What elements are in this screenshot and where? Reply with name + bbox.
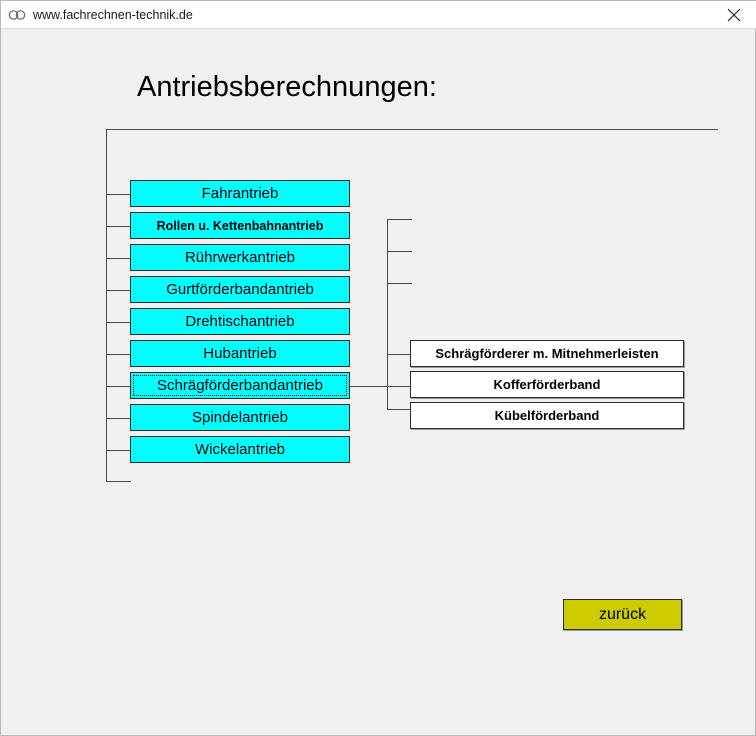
button-label: Hubantrieb [203,345,277,362]
close-icon[interactable] [711,1,756,28]
tree-stub [106,194,131,195]
button-label: Drehtischantrieb [185,313,295,330]
drive-button-gurtfoerderbandantrieb[interactable] [130,276,350,303]
button-label: Gurtförderbandantrieb [166,281,314,298]
page-content [1,29,755,735]
button-label: Fahrantrieb [201,185,279,202]
drive-button-ruehrwerkantrieb[interactable] [130,244,350,271]
drive-button-spindelantrieb[interactable] [130,404,350,431]
subtree-spine [387,219,388,409]
window-title: www.fachrechnen-technik.de [33,7,193,22]
button-label: Rollen u. Kettenbahnantrieb [156,218,324,233]
drive-button-schraegfoerderbandantrieb[interactable] [130,372,350,399]
button-label: Kofferförderband [493,377,601,392]
subtree-stub [387,409,412,410]
button-label: Spindelantrieb [192,409,288,426]
back-button[interactable] [563,599,682,630]
button-label: Schrägförderbandantrieb [157,377,323,394]
subtree-link [350,386,411,387]
subtree-stub [387,251,412,252]
suboption-button-kuebelfoerderband[interactable] [410,402,684,429]
button-label: Kübelförderband [494,408,600,423]
tree-stub [106,386,131,387]
button-label: zurück [598,605,647,623]
page-title: Antriebsberechnungen: [137,71,437,103]
tree-bottom-stub [106,481,131,482]
subtree-stub [387,354,412,355]
subtree-stub [387,283,412,284]
tree-stub [106,258,131,259]
tree-top-rule [106,129,718,130]
tree-stub [106,290,131,291]
title-bar [1,1,756,29]
drive-button-drehtischantrieb[interactable] [130,308,350,335]
drive-button-fahrantrieb[interactable] [130,180,350,207]
tree-stub [106,418,131,419]
drive-button-rollen-kettenbahnantrieb[interactable] [130,212,350,239]
drive-button-hubantrieb[interactable] [130,340,350,367]
tree-stub [106,322,131,323]
drive-button-wickelantrieb[interactable] [130,436,350,463]
button-label: Schrägförderer m. Mitnehmerleisten [435,346,659,361]
tree-stub [106,226,131,227]
subtree-top-stub [387,219,412,220]
browser-icon [7,5,27,25]
tree-stub [106,450,131,451]
tree-stub [106,354,131,355]
tree-main-spine [106,129,107,481]
suboption-button-schraegfoerderer-mitnehmerleisten[interactable] [410,340,684,367]
button-label: Wickelantrieb [194,441,286,458]
button-label: Rührwerkantrieb [184,249,296,266]
suboption-button-kofferfoerderband[interactable] [410,371,684,398]
